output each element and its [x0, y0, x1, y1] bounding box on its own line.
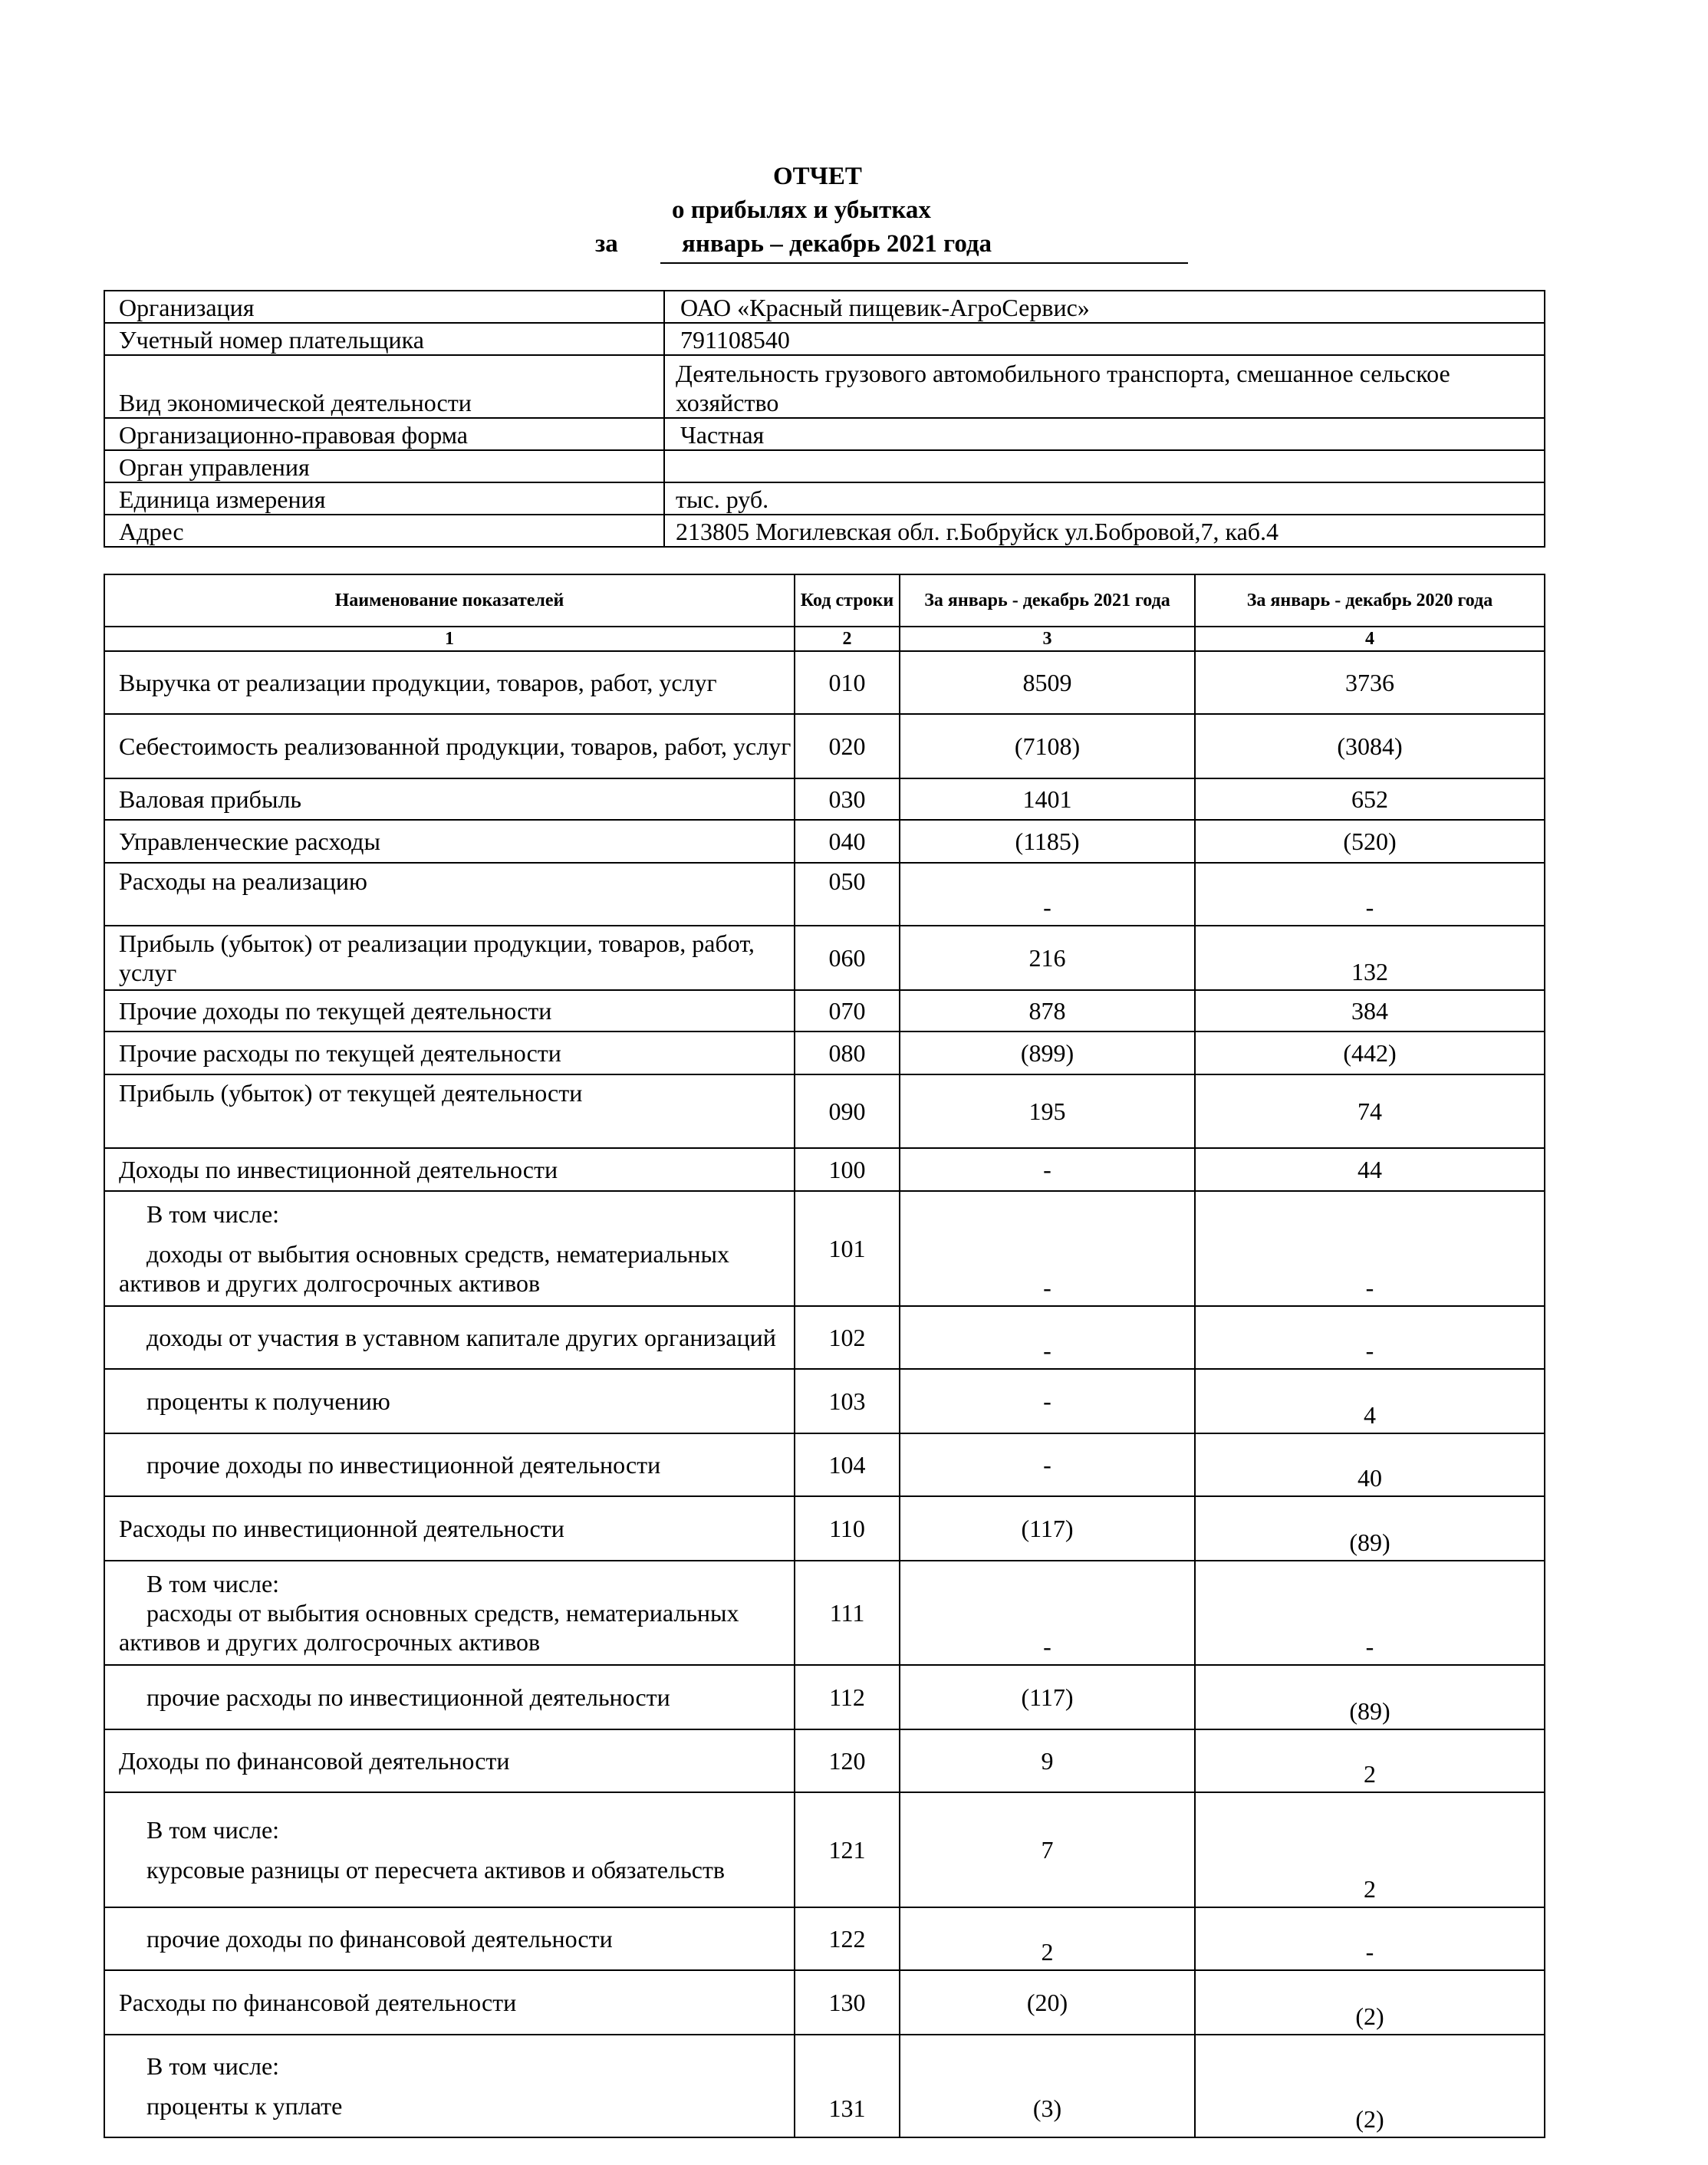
row-name: Управленческие расходы [104, 820, 795, 863]
table-row [104, 2035, 1545, 2137]
row-name: Расходы на реализацию [104, 863, 795, 926]
row-value-2020: (2) [1195, 2035, 1545, 2137]
row-name-text: доходы от выбытия основных средств, нематериальных активов и других долгосрочных активов [119, 1240, 730, 1297]
org-row [104, 323, 1545, 355]
row-name [104, 1433, 795, 1496]
row-value-2020: (442) [1195, 1032, 1545, 1074]
org-value: 791108540 [664, 323, 1545, 355]
row-value-2021: - [900, 1148, 1195, 1191]
org-value: тыс. руб. [664, 482, 1545, 515]
header-code: Код строки [795, 574, 900, 627]
row-value-2021: 1401 [900, 778, 1195, 820]
row-code: 101 [795, 1191, 900, 1306]
row-code: 131 [795, 2035, 900, 2137]
column-index-row [104, 627, 1545, 651]
header-col4: За январь - декабрь 2020 года [1195, 574, 1545, 627]
row-name-text: доходы от участия в уставном капитале других организаций [146, 1324, 776, 1351]
row-name: Валовая прибыль [104, 778, 795, 820]
row-name [104, 1665, 795, 1729]
row-value-2021: 7 [900, 1792, 1195, 1907]
row-value-2020: 2 [1195, 1729, 1545, 1792]
row-name: Расходы по инвестиционной деятельности [104, 1496, 795, 1561]
row-name-text: прочие доходы по финансовой деятельности [146, 1925, 613, 1953]
row-code: 090 [795, 1074, 900, 1148]
row-name: Выручка от реализации продукции, товаров, работ, услуг [104, 651, 795, 714]
row-prefix: В том числе: [146, 1816, 280, 1844]
row-value-2021: - [900, 1369, 1195, 1433]
row-value-2020: 40 [1195, 1433, 1545, 1496]
header-col3: За январь - декабрь 2021 года [900, 574, 1195, 627]
table-row [104, 778, 1545, 820]
row-name: Себестоимость реализованной продукции, товаров, работ, услуг [104, 714, 795, 778]
row-name [104, 1369, 795, 1433]
org-row [104, 418, 1545, 450]
row-code: 104 [795, 1433, 900, 1496]
row-code: 120 [795, 1729, 900, 1792]
row-name [104, 1792, 795, 1907]
row-value-2020: (89) [1195, 1665, 1545, 1729]
row-value-2020: - [1195, 863, 1545, 926]
table-row [104, 1970, 1545, 2035]
row-name-text: прочие доходы по инвестиционной деятельности [146, 1451, 661, 1479]
row-code: 110 [795, 1496, 900, 1561]
row-name [104, 2035, 795, 2137]
row-name-text: проценты к уплате [146, 2092, 343, 2120]
row-name: Доходы по инвестиционной деятельности [104, 1148, 795, 1191]
table-row [104, 1433, 1545, 1496]
report-subtitle: о прибылях и убытках [672, 196, 931, 224]
row-value-2020: - [1195, 1306, 1545, 1369]
row-value-2020: - [1195, 1907, 1545, 1970]
row-value-2020: 2 [1195, 1792, 1545, 1907]
row-name [104, 1561, 795, 1665]
row-value-2021: (117) [900, 1665, 1195, 1729]
row-value-2021: (3) [900, 2035, 1195, 2137]
table-row [104, 863, 1545, 926]
index-cell: 1 [104, 627, 795, 651]
row-prefix: В том числе: [146, 1200, 280, 1228]
row-name-text: расходы от выбытия основных средств, нематериальных активов и других долгосрочных активов [119, 1599, 739, 1656]
row-code: 102 [795, 1306, 900, 1369]
report-title: ОТЧЕТ [773, 163, 862, 190]
row-value-2020: (520) [1195, 820, 1545, 863]
org-value: 213805 Могилевская обл. г.Бобруйск ул.Бобровой,7, каб.4 [664, 515, 1545, 547]
row-name [104, 1907, 795, 1970]
period-value: январь – декабрь 2021 года [660, 230, 1188, 264]
row-prefix: В том числе: [146, 2052, 280, 2080]
table-row [104, 1074, 1545, 1148]
row-value-2021: - [900, 1191, 1195, 1306]
header-name: Наименование показателей [104, 574, 795, 627]
row-value-2021: - [900, 1306, 1195, 1369]
org-value: Деятельность грузового автомобильного транспорта, смешанное сельское хозяйство [664, 355, 1545, 418]
org-label: Вид экономической деятельности [104, 355, 664, 418]
row-name: Прибыль (убыток) от текущей деятельности [104, 1074, 795, 1148]
table-row [104, 1729, 1545, 1792]
row-value-2021: (117) [900, 1496, 1195, 1561]
row-value-2020: 44 [1195, 1148, 1545, 1191]
row-code: 112 [795, 1665, 900, 1729]
table-row [104, 926, 1545, 990]
row-prefix: В том числе: [146, 1570, 280, 1597]
row-value-2020: 132 [1195, 926, 1545, 990]
row-name: Доходы по финансовой деятельности [104, 1729, 795, 1792]
row-value-2020: (2) [1195, 1970, 1545, 2035]
row-code: 060 [795, 926, 900, 990]
index-cell: 4 [1195, 627, 1545, 651]
table-row [104, 1496, 1545, 1561]
row-code: 050 [795, 863, 900, 926]
row-name-text: проценты к получению [146, 1387, 390, 1415]
org-row [104, 515, 1545, 547]
org-row [104, 482, 1545, 515]
row-value-2020: 3736 [1195, 651, 1545, 714]
table-row [104, 1306, 1545, 1369]
row-code: 111 [795, 1561, 900, 1665]
row-name: Прибыль (убыток) от реализации продукции, товаров, работ, услуг [104, 926, 795, 990]
row-value-2020: (3084) [1195, 714, 1545, 778]
row-value-2020: - [1195, 1561, 1545, 1665]
org-label: Организация [104, 291, 664, 323]
row-value-2021: 8509 [900, 651, 1195, 714]
profit-loss-table [104, 574, 1545, 2138]
row-code: 122 [795, 1907, 900, 1970]
period-prefix: за [595, 230, 618, 258]
row-value-2020: - [1195, 1191, 1545, 1306]
row-value-2021: (899) [900, 1032, 1195, 1074]
org-value: ОАО «Красный пищевик-АгроСервис» [664, 291, 1545, 323]
table-row [104, 651, 1545, 714]
table-row [104, 820, 1545, 863]
org-label: Организационно-правовая форма [104, 418, 664, 450]
table-header-row [104, 574, 1545, 627]
org-label: Орган управления [104, 450, 664, 482]
org-label: Учетный номер плательщика [104, 323, 664, 355]
row-value-2021: 2 [900, 1907, 1195, 1970]
row-value-2021: (20) [900, 1970, 1195, 2035]
row-value-2021: (7108) [900, 714, 1195, 778]
row-value-2021: - [900, 1561, 1195, 1665]
row-name [104, 1306, 795, 1369]
table-row [104, 1792, 1545, 1907]
table-row [104, 1032, 1545, 1074]
table-row [104, 1148, 1545, 1191]
row-value-2021: 9 [900, 1729, 1195, 1792]
row-value-2020: 74 [1195, 1074, 1545, 1148]
row-name [104, 1191, 795, 1306]
row-value-2020: 652 [1195, 778, 1545, 820]
row-name: Расходы по финансовой деятельности [104, 1970, 795, 2035]
index-cell: 3 [900, 627, 1195, 651]
row-code: 100 [795, 1148, 900, 1191]
row-code: 030 [795, 778, 900, 820]
row-code: 070 [795, 990, 900, 1032]
table-row [104, 1665, 1545, 1729]
row-name: Прочие доходы по текущей деятельности [104, 990, 795, 1032]
row-value-2020: (89) [1195, 1496, 1545, 1561]
index-cell: 2 [795, 627, 900, 651]
org-label: Единица измерения [104, 482, 664, 515]
organization-info-table [104, 290, 1545, 548]
table-row [104, 1907, 1545, 1970]
row-value-2021: 878 [900, 990, 1195, 1032]
org-row [104, 291, 1545, 323]
row-code: 040 [795, 820, 900, 863]
row-value-2021: - [900, 1433, 1195, 1496]
table-row [104, 1369, 1545, 1433]
org-value: Частная [664, 418, 1545, 450]
row-code: 010 [795, 651, 900, 714]
row-code: 121 [795, 1792, 900, 1907]
row-name-text: прочие расходы по инвестиционной деятельности [146, 1683, 670, 1711]
table-row [104, 1191, 1545, 1306]
table-row [104, 990, 1545, 1032]
row-code: 130 [795, 1970, 900, 2035]
org-value [664, 450, 1545, 482]
row-value-2021: 195 [900, 1074, 1195, 1148]
row-code: 103 [795, 1369, 900, 1433]
org-row [104, 355, 1545, 418]
row-value-2021: (1185) [900, 820, 1195, 863]
table-row [104, 1561, 1545, 1665]
row-code: 020 [795, 714, 900, 778]
row-value-2020: 384 [1195, 990, 1545, 1032]
row-code: 080 [795, 1032, 900, 1074]
row-name-text: курсовые разницы от пересчета активов и обязательств [146, 1856, 725, 1884]
table-row [104, 714, 1545, 778]
org-row [104, 450, 1545, 482]
row-name: Прочие расходы по текущей деятельности [104, 1032, 795, 1074]
row-value-2020: 4 [1195, 1369, 1545, 1433]
row-value-2021: - [900, 863, 1195, 926]
row-value-2021: 216 [900, 926, 1195, 990]
org-label: Адрес [104, 515, 664, 547]
